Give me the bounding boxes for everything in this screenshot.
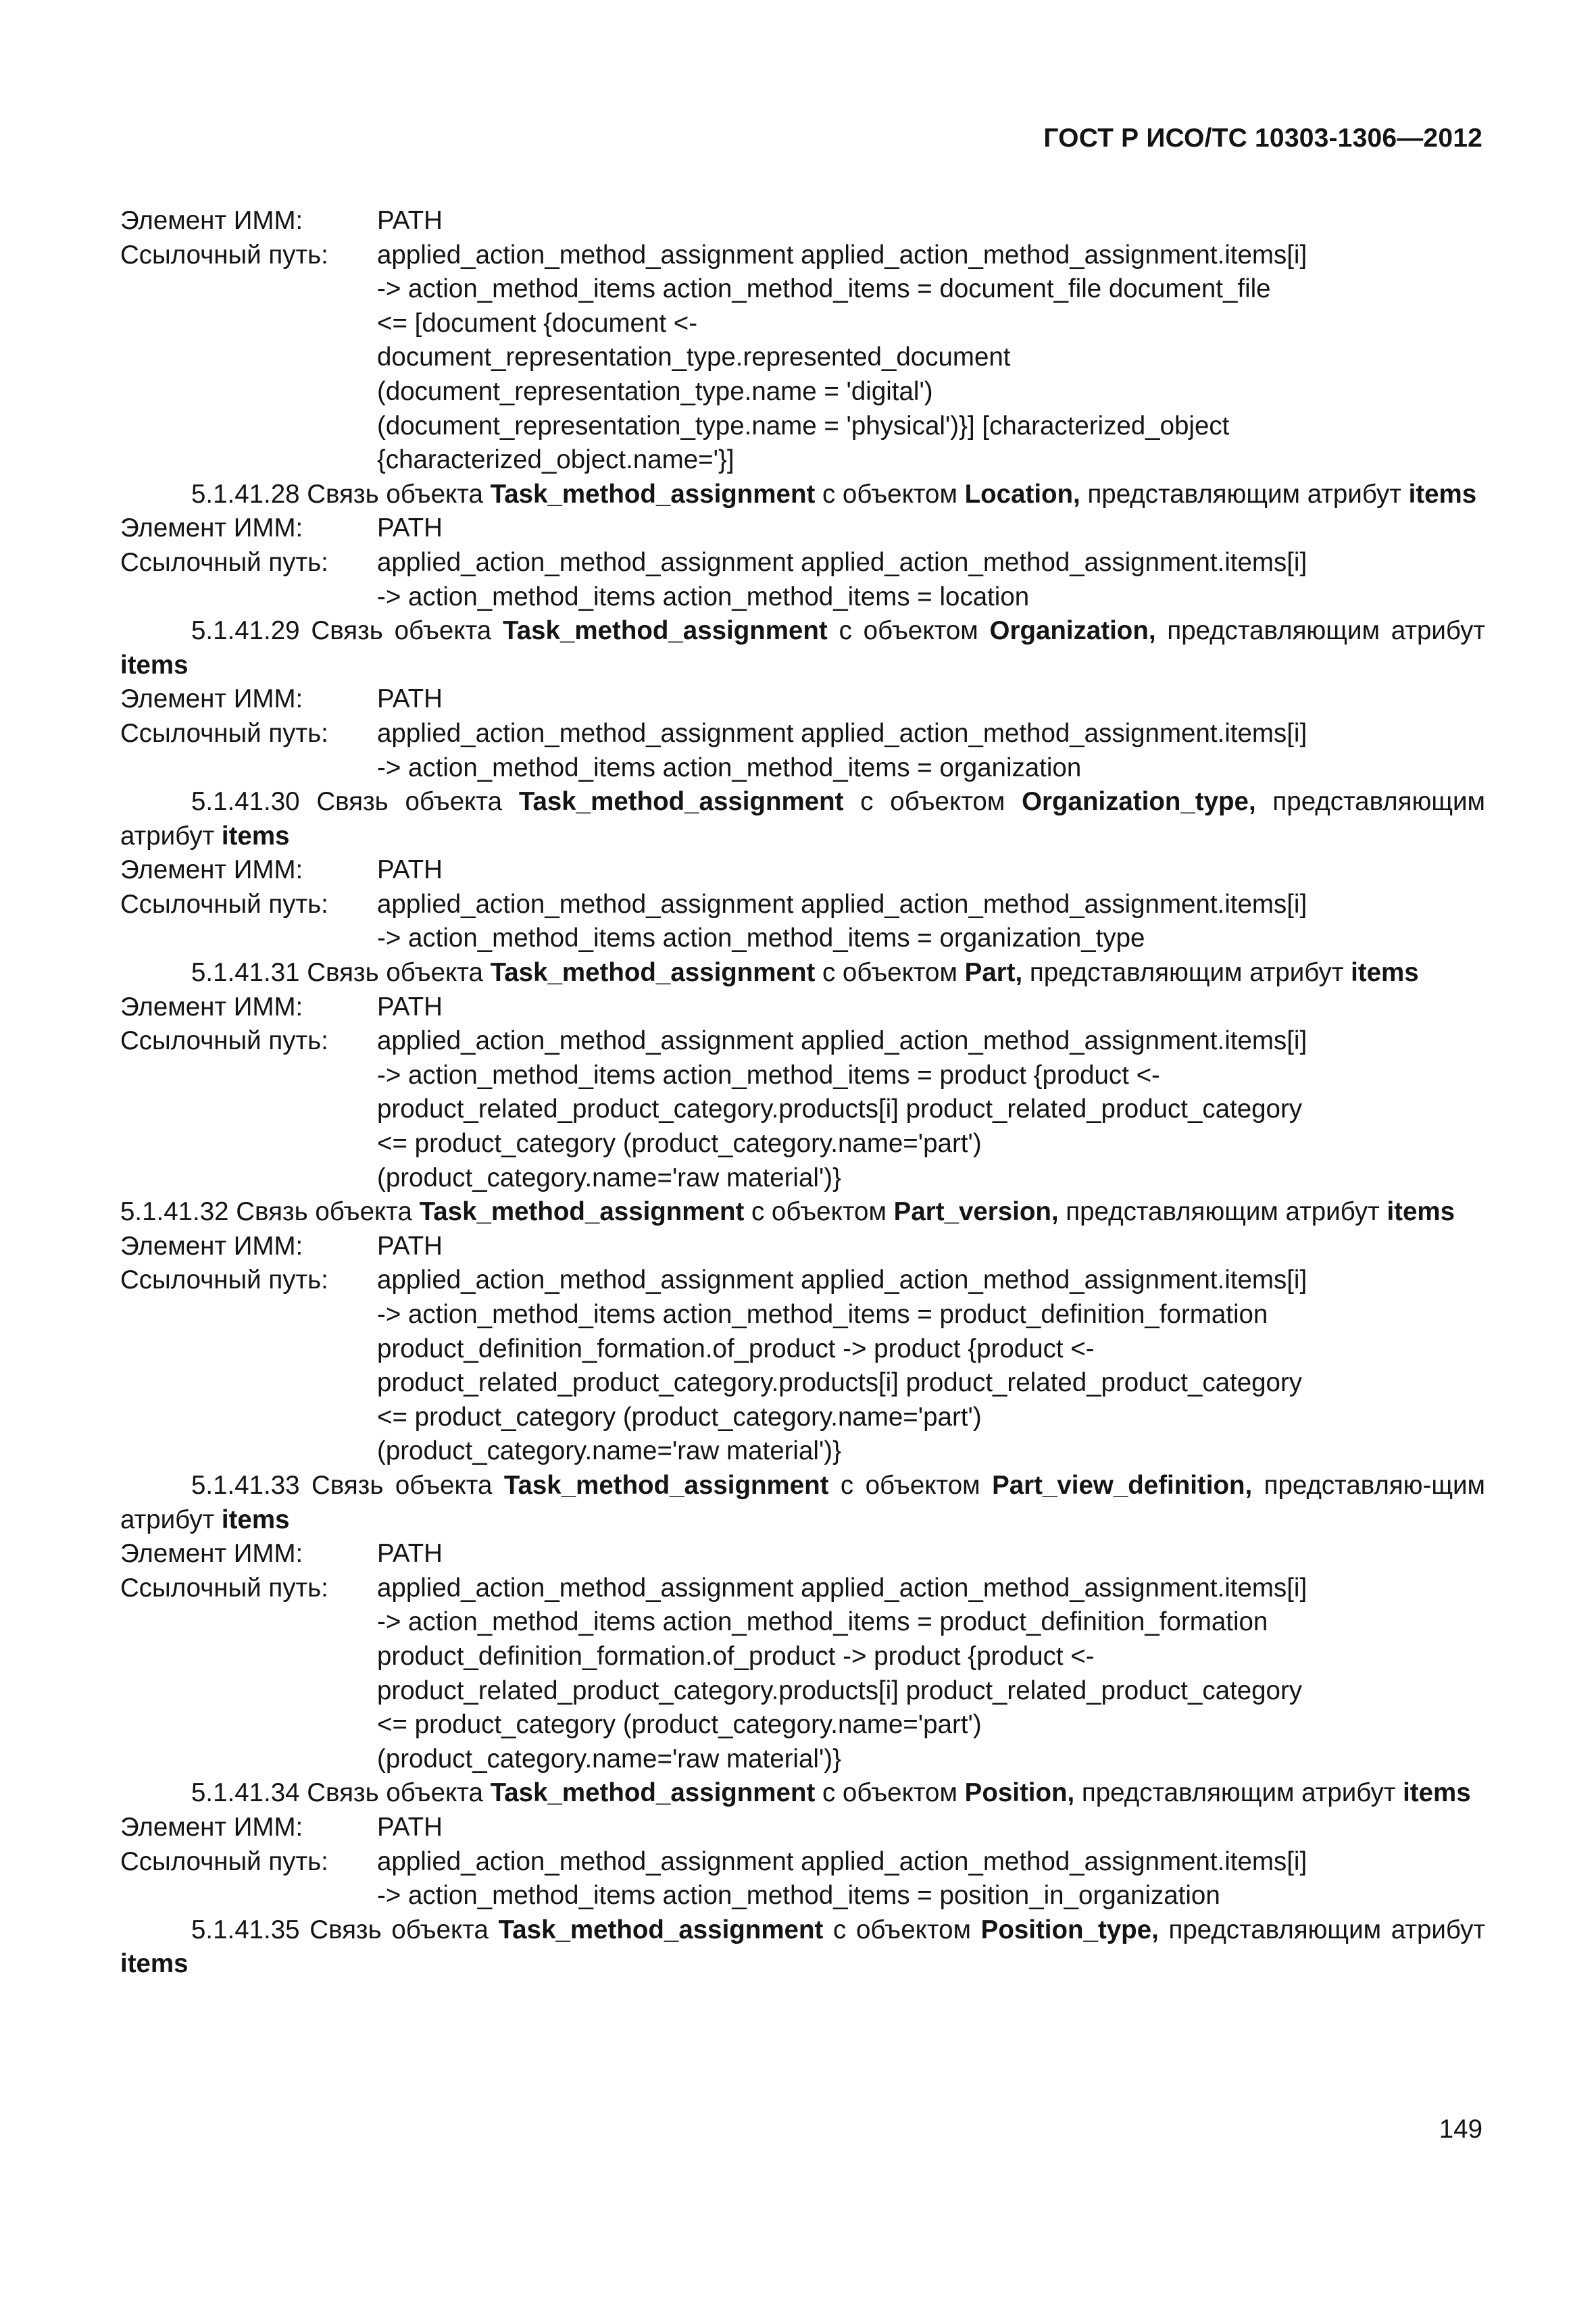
mapping-entry [120, 1811, 1485, 1913]
heading-bold-term: Task_method_assignment [490, 479, 816, 509]
reference-path-line: -> action_method_items action_method_items = organization [377, 753, 1082, 782]
heading-bold-term: items [1387, 1197, 1455, 1227]
heading-text: представляю-щим атрибут [120, 1470, 1486, 1534]
mapping-entry [120, 204, 1485, 478]
heading-text: 5.1.41.33 Связь объекта [191, 1470, 504, 1500]
section-heading [120, 614, 1485, 682]
heading-text: представляющим атрибут [1080, 479, 1409, 509]
heading-text: 5.1.41.34 Связь объекта [191, 1778, 491, 1808]
reference-path-line: applied_action_method_assignment applied_action_method_assignment.items[i] [377, 240, 1307, 270]
heading-bold-term: Task_method_assignment [498, 1915, 824, 1944]
reference-path-line: <= product_category (product_category.name='part') [377, 1129, 982, 1159]
mapping-entry [120, 853, 1485, 956]
mapping-entry [120, 682, 1485, 785]
reference-path-line: (product_category.name='raw material')} [377, 1436, 841, 1466]
document-body [120, 204, 1485, 1982]
element-value: PATH [377, 206, 443, 235]
reference-path-label: Ссылочный путь: [120, 1573, 328, 1603]
reference-path-line: {characterized_object.name='}] [377, 445, 734, 475]
element-value: PATH [377, 1231, 443, 1261]
section-heading [120, 1469, 1485, 1537]
heading-text: представляющим атрибут [1158, 1915, 1485, 1944]
heading-bold-term: Task_method_assignment [490, 958, 816, 988]
reference-path-label: Ссылочный путь: [120, 1026, 328, 1056]
heading-bold-term: Task_method_assignment [518, 787, 844, 817]
heading-bold-term: Task_method_assignment [503, 1470, 829, 1500]
element-label: Элемент ИММ: [120, 684, 303, 714]
heading-bold-term: items [120, 650, 189, 680]
element-value: PATH [377, 992, 443, 1022]
heading-text: с объектом [744, 1197, 894, 1227]
reference-path-line: applied_action_method_assignment applied_action_method_assignment.items[i] [377, 718, 1307, 748]
heading-bold-term: items [1351, 958, 1419, 988]
reference-path-line: applied_action_method_assignment applied_action_method_assignment.items[i] [377, 889, 1307, 919]
element-value: PATH [377, 1812, 443, 1842]
mapping-entry [120, 990, 1485, 1196]
element-label: Элемент ИММ: [120, 1812, 303, 1842]
heading-bold-term: items [120, 1949, 189, 1979]
heading-bold-term: items [1403, 1778, 1471, 1808]
element-value: PATH [377, 1539, 443, 1569]
reference-path-line: document_representation_type.represented_document [377, 343, 1011, 372]
heading-text: представляющим атрибут [120, 787, 1485, 851]
heading-text: 5.1.41.28 Связь объекта [191, 479, 491, 509]
reference-path [377, 546, 1485, 614]
heading-bold-term: Part, [964, 958, 1023, 988]
reference-path-line: product_definition_formation.of_product -> product {product <- [377, 1641, 1095, 1671]
heading-text: 5.1.41.29 Связь объекта [191, 616, 503, 646]
reference-path-line: (document_representation_type.name = 'digital') [377, 376, 933, 406]
heading-text: представляющим атрибут [1155, 616, 1485, 646]
heading-text: представляющим атрибут [1074, 1778, 1403, 1808]
mapping-entry [120, 1230, 1485, 1469]
page-number: 149 [1439, 2115, 1482, 2144]
heading-text: с объектом [843, 787, 1022, 817]
reference-path-line: -> action_method_items action_method_items = location [377, 582, 1030, 611]
section-heading [120, 1776, 1485, 1811]
heading-bold-term: Task_method_assignment [490, 1778, 816, 1808]
element-label: Элемент ИММ: [120, 992, 303, 1022]
reference-path-line: <= [document {document <- [377, 308, 698, 338]
reference-path-line: applied_action_method_assignment applied_action_method_assignment.items[i] [377, 1265, 1307, 1295]
reference-path-line: product_related_product_category.products[i] product_related_product_category [377, 1676, 1303, 1705]
reference-path-line: product_related_product_category.products[i] product_related_product_category [377, 1095, 1303, 1124]
reference-path [377, 1263, 1485, 1469]
heading-text: с объектом [815, 958, 965, 988]
heading-bold-term: Position_type, [980, 1915, 1159, 1944]
reference-path-line: (product_category.name='raw material')} [377, 1744, 841, 1774]
section-heading [120, 1195, 1485, 1230]
heading-bold-term: Task_method_assignment [419, 1197, 745, 1227]
reference-path-label: Ссылочный путь: [120, 718, 328, 748]
element-label: Элемент ИММ: [120, 513, 303, 543]
element-label: Элемент ИММ: [120, 1231, 303, 1261]
heading-text: с объектом [815, 479, 965, 509]
heading-text: с объектом [828, 1470, 993, 1500]
mapping-entry [120, 1537, 1485, 1776]
reference-path-label: Ссылочный путь: [120, 1846, 328, 1876]
heading-bold-term: Part_view_definition, [992, 1470, 1253, 1500]
heading-bold-term: Organization_type, [1022, 787, 1256, 817]
reference-path-line: -> action_method_items action_method_items = product_definition_formation [377, 1300, 1268, 1329]
heading-text: 5.1.41.31 Связь объекта [191, 958, 491, 988]
section-heading [120, 1913, 1485, 1982]
reference-path-line: applied_action_method_assignment applied_action_method_assignment.items[i] [377, 1846, 1307, 1876]
reference-path-label: Ссылочный путь: [120, 1265, 328, 1295]
heading-bold-term: Part_version, [893, 1197, 1059, 1227]
heading-text: 5.1.41.32 Связь объекта [120, 1197, 420, 1227]
section-heading [120, 785, 1485, 853]
element-label: Элемент ИММ: [120, 855, 303, 885]
element-value: PATH [377, 513, 443, 543]
reference-path-line: applied_action_method_assignment applied_action_method_assignment.items[i] [377, 547, 1307, 577]
reference-path [377, 1845, 1485, 1913]
page-header-title: ГОСТ Р ИСО/ТС 10303-1306—2012 [1043, 124, 1482, 153]
heading-text: с объектом [815, 1778, 965, 1808]
heading-text: с объектом [827, 616, 990, 646]
heading-bold-term: items [1408, 479, 1477, 509]
heading-bold-term: Location, [964, 479, 1080, 509]
reference-path-line: (document_representation_type.name = 'physical')}] [characterized_object [377, 411, 1230, 441]
heading-text: 5.1.41.35 Связь объекта [191, 1915, 499, 1944]
reference-path-label: Ссылочный путь: [120, 889, 328, 919]
reference-path-line: -> action_method_items action_method_items = product_definition_formation [377, 1607, 1268, 1637]
heading-bold-term: Position, [964, 1778, 1075, 1808]
heading-text: 5.1.41.30 Связь объекта [191, 787, 519, 817]
reference-path-line: -> action_method_items action_method_items = position_in_organization [377, 1881, 1220, 1911]
reference-path-label: Ссылочный путь: [120, 547, 328, 577]
reference-path [377, 888, 1485, 956]
reference-path [377, 1571, 1485, 1777]
reference-path-line: -> action_method_items action_method_items = document_file document_file [377, 274, 1271, 304]
heading-bold-term: items [221, 1505, 290, 1534]
reference-path-label: Ссылочный путь: [120, 240, 328, 270]
heading-text: с объектом [823, 1915, 981, 1944]
reference-path-line: applied_action_method_assignment applied_action_method_assignment.items[i] [377, 1573, 1307, 1603]
element-value: PATH [377, 684, 443, 714]
section-heading [120, 956, 1485, 990]
heading-text: представляющим атрибут [1058, 1197, 1387, 1227]
reference-path [377, 717, 1485, 785]
reference-path-line: applied_action_method_assignment applied_action_method_assignment.items[i] [377, 1026, 1307, 1056]
element-value: PATH [377, 855, 443, 885]
reference-path [377, 238, 1485, 478]
reference-path-line: <= product_category (product_category.name='part') [377, 1402, 982, 1432]
reference-path-line: product_definition_formation.of_product -> product {product <- [377, 1334, 1095, 1363]
element-label: Элемент ИММ: [120, 1539, 303, 1569]
mapping-entry [120, 511, 1485, 614]
heading-bold-term: Organization, [989, 616, 1156, 646]
reference-path-line: product_related_product_category.products[i] product_related_product_category [377, 1368, 1303, 1398]
heading-text: представляющим атрибут [1022, 958, 1351, 988]
reference-path-line: -> action_method_items action_method_items = product {product <- [377, 1060, 1160, 1090]
heading-bold-term: items [221, 821, 290, 851]
reference-path-line: -> action_method_items action_method_items = organization_type [377, 924, 1145, 953]
reference-path-line: (product_category.name='raw material')} [377, 1163, 841, 1192]
reference-path [377, 1024, 1485, 1195]
heading-bold-term: Task_method_assignment [503, 616, 828, 646]
section-heading [120, 478, 1485, 512]
element-label: Элемент ИММ: [120, 206, 303, 235]
reference-path-line: <= product_category (product_category.name='part') [377, 1710, 982, 1740]
